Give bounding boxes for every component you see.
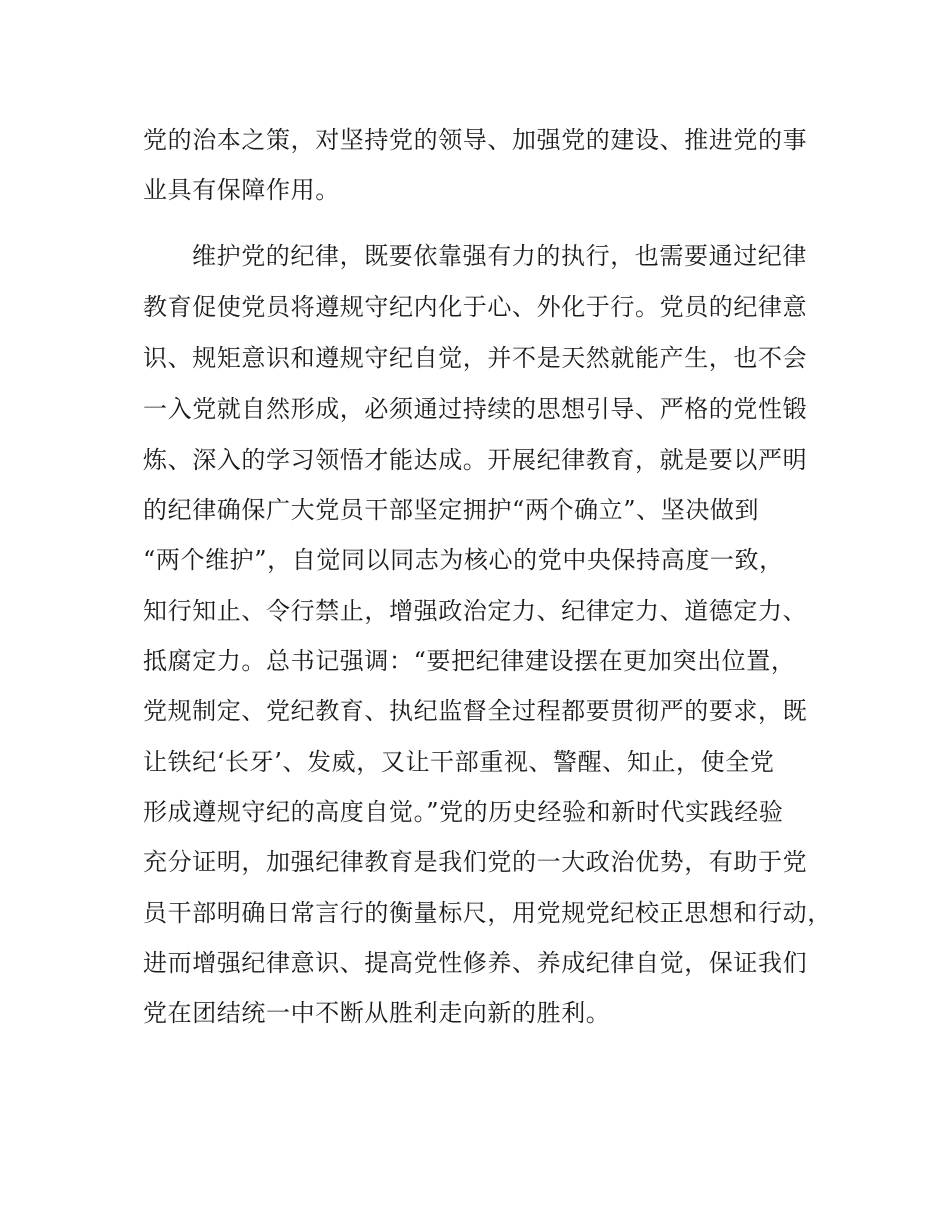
text-line: 教育促使党员将遵规守纪内化于心、外化于行。党员的纪律意 [143,293,808,321]
text-line: 维护党的纪律，既要依靠强有力的执行，也需要通过纪律 [192,242,807,270]
text-line: “两个维护”，自觉同以同志为核心的党中央保持高度一致， [143,546,784,574]
text-line: 党的治本之策，对坚持党的领导、加强党的建设、推进党的事 [143,126,808,154]
text-line: 进而增强纪律意识、提高党性修养、养成纪律自觉，保证我们 [143,949,808,977]
text-line: 党在团结统一中不断从胜利走向新的胜利。 [143,999,611,1027]
text-line: 一入党就自然形成，必须通过持续的思想引导、严格的党性锻 [143,395,808,423]
text-line: 形成遵规守纪的高度自觉。”党的历史经验和新时代实践经验 [143,798,784,826]
text-line: 炼、深入的学习领悟才能达成。开展纪律教育，就是要以严明 [143,446,808,474]
text-line: 的纪律确保广大党员干部坚定拥护“两个确立”、坚决做到 [143,496,760,524]
text-line: 让铁纪‘长牙’、发威，又让干部重视、警醒、知止，使全党 [143,748,775,776]
text-line: 识、规矩意识和遵规守纪自觉，并不是天然就能产生，也不会 [143,344,808,372]
text-line: 党规制定、党纪教育、执纪监督全过程都要贯彻严的要求，既 [143,697,808,725]
text-line: 知行知止、令行禁止，增强政治定力、纪律定力、道德定力、 [143,597,808,625]
text-line: 充分证明，加强纪律教育是我们党的一大政治优势，有助于党 [143,848,808,876]
text-line: 员干部明确日常言行的衡量标尺，用党规党纪校正思想和行动， [143,899,832,927]
text-line: 业具有保障作用。 [143,176,340,204]
text-line: 抵腐定力。总书记强调：“要把纪律建设摆在更加突出位置， [143,647,796,675]
